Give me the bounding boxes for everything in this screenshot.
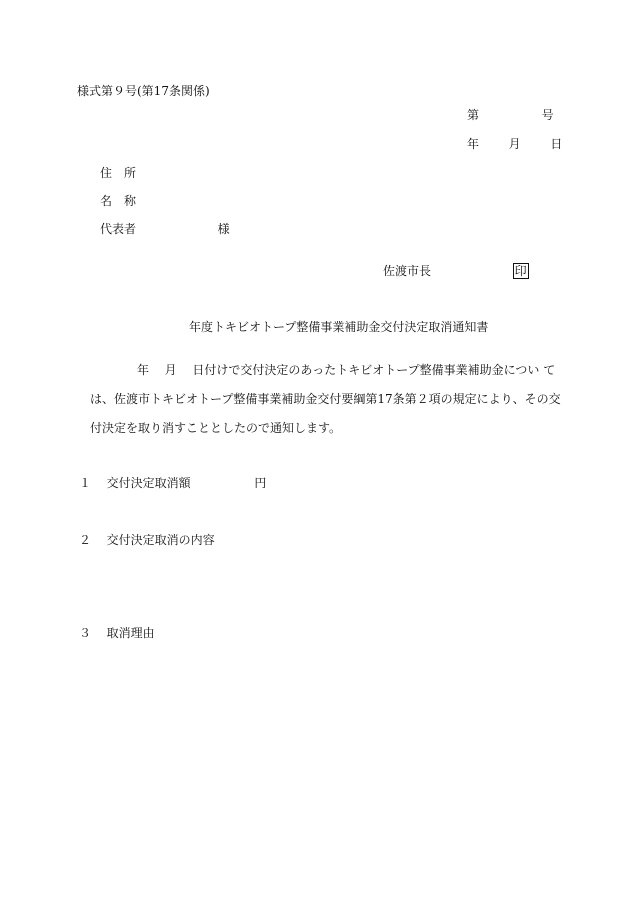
body-year-label: 年 xyxy=(137,363,150,377)
item-3 xyxy=(79,626,155,640)
body-line-3: 付決定を取り消すこととしたので通知します。 xyxy=(90,421,342,435)
item-unit-yen: 円 xyxy=(254,476,267,490)
honorific: 様 xyxy=(217,222,230,236)
date-year-label: 年 xyxy=(467,137,480,151)
representative-label: 代表者 xyxy=(100,222,137,236)
issuer-line xyxy=(383,263,529,279)
document-number xyxy=(467,108,554,122)
seal-mark: 印 xyxy=(514,264,527,278)
representative-line xyxy=(100,222,230,236)
item-label: 交付決定取消額 xyxy=(106,476,191,490)
doc-number-suffix: 号 xyxy=(541,108,554,122)
item-number: ３ xyxy=(79,626,92,640)
item-label: 交付決定取消の内容 xyxy=(106,533,215,547)
body-line-1 xyxy=(137,363,555,377)
date-day-label: 日 xyxy=(550,137,563,151)
body-line-2: は、佐渡市トキビオトープ整備事業補助金交付要綱第17条第２項の規定により、その交 xyxy=(90,392,561,406)
address-label: 住 所 xyxy=(100,166,137,180)
date-month-label: 月 xyxy=(508,137,521,151)
form-label: 様式第９号(第17条関係) xyxy=(77,84,210,98)
item-label: 取消理由 xyxy=(106,626,155,640)
doc-number-prefix: 第 xyxy=(467,108,480,122)
item-number: １ xyxy=(79,476,92,490)
item-1 xyxy=(79,476,266,490)
issuer-title: 佐渡市長 xyxy=(383,264,432,278)
body-line-1-text: 日付けで交付決定のあったトキビオトープ整備事業補助金につい て xyxy=(192,363,556,377)
issue-date xyxy=(467,137,562,151)
document-title: 年度トキビオトープ整備事業補助金交付決定取消通知書 xyxy=(189,320,489,334)
item-2 xyxy=(79,533,215,547)
item-number: ２ xyxy=(79,533,92,547)
body-month-label: 月 xyxy=(164,363,177,377)
name-label: 名 称 xyxy=(100,194,137,208)
